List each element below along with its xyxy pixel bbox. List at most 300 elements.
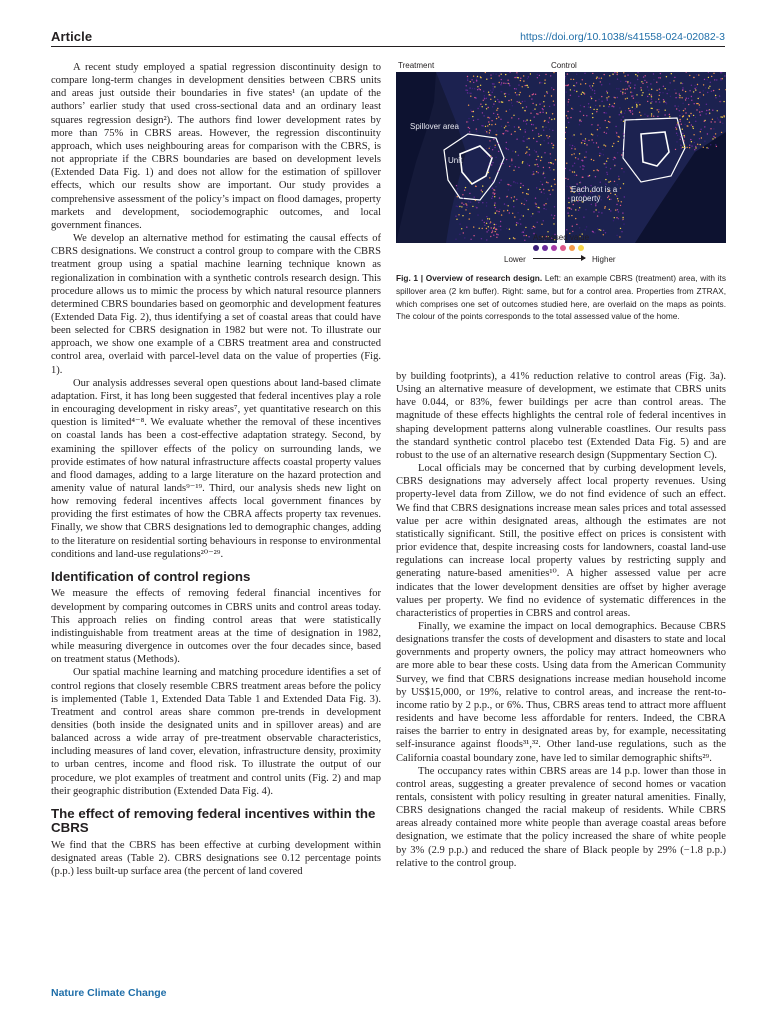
property-dot: [502, 163, 503, 164]
property-dot: [620, 91, 621, 92]
property-dot: [502, 102, 503, 103]
property-dot: [529, 165, 530, 166]
paragraph: Our spatial machine learning and matching procedure identifies a set of control regions that closely resemble CBRS treatment areas before the policy is implemented (Table 1, Extended Data Table 1 and Extended Data Fig. 3). Treatment and control areas share common pre-trends in development densities (both inside the designated units and in spillover areas) and are balanced across a wide array of pre-treatment observable characteristics, including measures of land cover, elevation, infrastructure density, proximity to urban centres, income and flood risk. To illustrate the output of our procedure, we plot examples of treatment and control units (Fig. 2) and map their geographic distribution (Extended Data Fig. 4).: [51, 667, 381, 797]
property-dot: [683, 110, 684, 111]
property-dot: [597, 215, 598, 216]
property-dot: [551, 214, 552, 215]
property-dot: [621, 231, 622, 232]
property-dot: [506, 196, 507, 197]
property-dot: [523, 75, 524, 76]
property-dot: [467, 90, 468, 91]
property-dot: [534, 150, 535, 151]
property-dot: [487, 156, 488, 157]
property-dot: [482, 185, 483, 186]
property-dot: [537, 77, 538, 78]
property-dot: [646, 82, 647, 83]
property-dot: [471, 79, 472, 80]
legend-lower: Lower: [504, 255, 526, 264]
property-dot: [491, 227, 492, 228]
property-dot: [513, 206, 514, 207]
property-dot: [618, 218, 619, 219]
property-dot: [456, 206, 457, 207]
property-dot: [708, 77, 709, 78]
property-dot: [689, 145, 690, 146]
property-dot: [547, 93, 548, 94]
property-dot: [537, 74, 538, 75]
property-dot: [640, 87, 641, 88]
property-dot: [597, 169, 598, 170]
property-dot: [687, 125, 688, 126]
property-dot: [694, 149, 695, 150]
property-dot: [513, 181, 514, 182]
property-dot: [605, 120, 606, 121]
property-dot: [614, 103, 615, 104]
property-dot: [580, 105, 581, 106]
property-dot: [694, 85, 695, 86]
property-dot: [681, 147, 682, 148]
property-dot: [492, 149, 493, 150]
property-dot: [628, 85, 629, 86]
property-dot: [700, 114, 701, 115]
property-dot: [503, 83, 504, 84]
property-dot: [717, 117, 718, 118]
property-dot: [486, 108, 487, 109]
property-dot: [508, 94, 509, 95]
property-dot: [490, 236, 491, 237]
property-dot: [647, 101, 648, 102]
unit-annotation: Unit: [448, 156, 463, 165]
property-dot: [527, 87, 528, 88]
property-dot: [622, 93, 623, 94]
property-dot: [716, 146, 717, 147]
property-dot: [607, 158, 608, 159]
property-dot: [566, 91, 567, 92]
property-dot: [551, 119, 552, 120]
property-dot: [663, 86, 664, 87]
property-dot: [632, 107, 633, 108]
property-dot: [582, 140, 583, 141]
property-dot: [688, 98, 689, 99]
property-dot: [598, 170, 599, 171]
property-dot: [624, 75, 625, 76]
property-dot: [660, 73, 661, 74]
property-dot: [489, 223, 490, 224]
property-dot: [538, 133, 539, 134]
property-dot: [722, 78, 723, 79]
property-dot: [641, 95, 642, 96]
property-dot: [522, 140, 523, 141]
property-dot: [487, 117, 488, 118]
property-dot: [489, 132, 490, 133]
property-dot: [459, 223, 460, 224]
property-dot: [539, 211, 540, 212]
property-dot: [522, 192, 523, 193]
property-dot: [483, 100, 484, 101]
property-dot: [565, 178, 566, 179]
property-dot: [540, 144, 541, 145]
property-dot: [706, 110, 707, 111]
property-dot: [484, 222, 485, 223]
property-dot: [693, 91, 694, 92]
property-dot: [515, 92, 516, 93]
property-dot: [486, 148, 487, 149]
property-dot: [693, 128, 694, 129]
property-dot: [493, 73, 494, 74]
property-dot: [590, 107, 591, 108]
property-dot: [493, 89, 494, 90]
doi-link[interactable]: https://doi.org/10.1038/s41558-024-02082-3: [520, 31, 725, 43]
property-dot: [622, 220, 623, 221]
property-dot: [596, 78, 597, 79]
property-dot: [582, 169, 583, 170]
property-dot: [469, 93, 470, 94]
property-dot: [567, 179, 568, 180]
property-dot: [494, 224, 495, 225]
property-dot: [682, 83, 683, 84]
property-dot: [592, 113, 593, 114]
property-dot: [520, 92, 521, 93]
property-dot: [461, 206, 462, 207]
property-dot: [697, 144, 698, 145]
property-dot: [623, 137, 624, 138]
property-dot: [604, 74, 605, 75]
property-dot: [680, 82, 681, 83]
property-dot: [490, 99, 491, 100]
property-dot: [584, 93, 585, 94]
property-dot: [480, 77, 481, 78]
property-dot: [711, 91, 712, 92]
property-dot: [695, 147, 696, 148]
property-dot: [477, 119, 478, 120]
property-dot: [502, 133, 503, 134]
property-dot: [525, 131, 526, 132]
property-dot: [684, 136, 685, 137]
journal-footer[interactable]: Nature Climate Change: [51, 987, 167, 999]
property-dot: [497, 234, 498, 235]
property-dot: [529, 149, 530, 150]
property-dot: [609, 83, 610, 84]
property-dot: [495, 212, 496, 213]
property-dot: [494, 205, 495, 206]
property-dot: [706, 104, 707, 105]
property-dot: [720, 78, 721, 79]
property-dot: [566, 229, 567, 230]
property-dot: [544, 83, 545, 84]
property-dot: [616, 135, 617, 136]
property-dot: [486, 132, 487, 133]
property-dot: [592, 134, 593, 135]
property-dot: [475, 200, 476, 201]
property-dot: [505, 130, 506, 131]
property-dot: [627, 82, 628, 83]
property-dot: [532, 213, 533, 214]
property-dot: [723, 115, 724, 116]
property-dot: [635, 102, 636, 103]
property-dot: [693, 134, 694, 135]
property-dot: [708, 109, 709, 110]
property-dot: [491, 164, 492, 165]
property-dot: [680, 139, 681, 140]
paragraph: Local officials may be concerned that by curbing development levels, CBRS designations may adversely affect local property revenues. Using property-level data from Zillow, we do not find evidence of such an effect. We find that CBRS designations increase mean sales prices and total assessed value per acre within designated areas, although the estimates are not statistically significant. Still, the positive effect on prices is consistent with prior evidence that, despite increasing costs for landowners, coastal land-use regulations can increase local property values by restricting supply and generating nature-based amenities¹⁰. A higher assessed value per acre indicates that the lower development densities are offset by higher average values per property. We find no evidence of systematic differences in the characteristics of properties in CBRS and control areas.: [396, 463, 726, 619]
property-dot: [477, 214, 478, 215]
property-dot: [549, 106, 550, 107]
property-dot: [640, 115, 641, 116]
property-dot: [508, 149, 509, 150]
property-dot: [492, 230, 493, 231]
property-dot: [567, 73, 568, 74]
property-dot: [527, 138, 528, 139]
property-dot: [699, 107, 700, 108]
property-dot: [676, 108, 677, 109]
property-dot: [509, 238, 510, 239]
property-dot: [470, 81, 471, 82]
property-dot: [623, 121, 624, 122]
property-dot: [467, 92, 468, 93]
property-dot: [523, 80, 524, 81]
treatment-label: Treatment: [398, 61, 435, 70]
property-dot: [712, 119, 713, 120]
property-dot: [586, 157, 587, 158]
property-dot: [473, 82, 474, 83]
property-dot: [620, 81, 621, 82]
property-dot: [469, 218, 470, 219]
property-dot: [703, 147, 704, 148]
property-dot: [527, 163, 528, 164]
property-dot: [581, 121, 582, 122]
property-dot: [595, 176, 596, 177]
property-dot: [694, 88, 695, 89]
property-dot: [482, 112, 483, 113]
property-dot: [595, 100, 596, 101]
right-column: [396, 370, 726, 870]
property-dot: [714, 79, 715, 80]
property-dot: [536, 171, 537, 172]
property-dot: [620, 228, 621, 229]
property-dot: [539, 189, 540, 190]
property-dot: [481, 238, 482, 239]
property-dot: [490, 146, 491, 147]
property-dot: [489, 124, 490, 125]
property-dot: [616, 132, 617, 133]
property-dot: [511, 160, 512, 161]
property-dot: [525, 121, 526, 122]
property-dot: [701, 111, 702, 112]
property-dot: [545, 203, 546, 204]
property-dot: [486, 239, 487, 240]
property-dot: [696, 109, 697, 110]
property-dot: [712, 138, 713, 139]
property-dot: [685, 108, 686, 109]
property-dot: [662, 92, 663, 93]
property-dot: [707, 133, 708, 134]
property-dot: [545, 74, 546, 75]
property-dot: [682, 147, 683, 148]
property-dot: [600, 81, 601, 82]
property-dot: [491, 198, 492, 199]
property-dot: [680, 136, 681, 137]
property-dot: [574, 175, 575, 176]
property-dot: [533, 93, 534, 94]
property-dot: [670, 82, 671, 83]
property-dot: [613, 220, 614, 221]
property-dot: [713, 128, 714, 129]
property-dot: [526, 119, 527, 120]
property-dot: [544, 152, 545, 153]
property-dot: [718, 119, 719, 120]
property-dot: [683, 115, 684, 116]
property-dot: [459, 234, 460, 235]
property-dot: [530, 120, 531, 121]
property-dot: [636, 105, 637, 106]
legend-swatch: [551, 245, 557, 251]
property-dot: [513, 115, 514, 116]
property-dot: [518, 167, 519, 168]
property-dot: [526, 106, 527, 107]
property-dot: [498, 101, 499, 102]
property-dot: [549, 136, 550, 137]
property-dot: [507, 122, 508, 123]
property-dot: [520, 80, 521, 81]
property-dot: [567, 212, 568, 213]
property-dot: [481, 125, 482, 126]
property-dot: [576, 91, 577, 92]
property-dot: [505, 83, 506, 84]
property-dot: [522, 101, 523, 102]
property-dot: [608, 121, 609, 122]
property-dot: [679, 93, 680, 94]
property-dot: [533, 138, 534, 139]
property-dot: [535, 198, 536, 199]
property-dot: [605, 112, 606, 113]
property-dot: [639, 104, 640, 105]
property-dot: [495, 116, 496, 117]
property-dot: [554, 206, 555, 207]
property-dot: [665, 102, 666, 103]
property-dot: [689, 75, 690, 76]
property-dot: [583, 217, 584, 218]
property-dot: [511, 99, 512, 100]
property-dot: [711, 76, 712, 77]
property-dot: [696, 87, 697, 88]
property-dot: [572, 231, 573, 232]
property-dot: [490, 221, 491, 222]
property-dot: [517, 74, 518, 75]
property-dot: [468, 105, 469, 106]
property-dot: [592, 89, 593, 90]
property-dot: [544, 205, 545, 206]
property-dot: [499, 209, 500, 210]
property-dot: [548, 162, 549, 163]
property-dot: [516, 199, 517, 200]
property-dot: [638, 76, 639, 77]
property-dot: [483, 91, 484, 92]
property-dot: [526, 200, 527, 201]
property-dot: [530, 73, 531, 74]
property-dot: [621, 168, 622, 169]
property-dot: [477, 86, 478, 87]
property-dot: [720, 72, 721, 73]
property-dot: [495, 229, 496, 230]
property-dot: [500, 226, 501, 227]
property-dot: [598, 99, 599, 100]
property-dot: [547, 198, 548, 199]
property-dot: [625, 93, 626, 94]
property-dot: [634, 108, 635, 109]
property-dot: [568, 202, 569, 203]
property-dot: [694, 142, 695, 143]
property-dot: [650, 83, 651, 84]
property-dot: [491, 124, 492, 125]
property-dot: [566, 127, 567, 128]
property-dot: [473, 120, 474, 121]
property-dot: [708, 148, 709, 149]
property-dot: [533, 171, 534, 172]
property-dot: [580, 111, 581, 112]
property-dot: [500, 229, 501, 230]
property-dot: [568, 215, 569, 216]
property-dot: [655, 101, 656, 102]
property-dot: [689, 90, 690, 91]
property-dot: [540, 181, 541, 182]
property-dot: [543, 130, 544, 131]
property-dot: [513, 200, 514, 201]
property-dot: [542, 112, 543, 113]
property-dot: [666, 103, 667, 104]
property-dot: [689, 122, 690, 123]
property-dot: [498, 226, 499, 227]
property-dot: [487, 125, 488, 126]
property-dot: [551, 87, 552, 88]
property-dot: [599, 127, 600, 128]
property-dot: [461, 202, 462, 203]
property-dot: [554, 184, 555, 185]
property-dot: [472, 116, 473, 117]
property-dot: [592, 85, 593, 86]
property-dot: [719, 95, 720, 96]
property-dot: [573, 85, 574, 86]
property-dot: [491, 156, 492, 157]
dot-annotation: Each dot is a property: [571, 185, 618, 203]
property-dot: [625, 110, 626, 111]
property-dot: [578, 210, 579, 211]
property-dot: [520, 187, 521, 188]
property-dot: [607, 99, 608, 100]
property-dot: [509, 85, 510, 86]
property-dot: [553, 101, 554, 102]
property-dot: [591, 139, 592, 140]
property-dot: [533, 226, 534, 227]
property-dot: [470, 110, 471, 111]
property-dot: [659, 101, 660, 102]
property-dot: [501, 79, 502, 80]
property-dot: [551, 186, 552, 187]
property-dot: [485, 126, 486, 127]
property-dot: [694, 103, 695, 104]
property-dot: [635, 74, 636, 75]
property-dot: [606, 97, 607, 98]
property-dot: [537, 156, 538, 157]
legend-title: Assessed value: [533, 233, 590, 242]
legend-higher: Higher: [592, 255, 616, 264]
property-dot: [528, 236, 529, 237]
property-dot: [518, 126, 519, 127]
property-dot: [688, 115, 689, 116]
property-dot: [580, 182, 581, 183]
property-dot: [651, 99, 652, 100]
property-dot: [548, 190, 549, 191]
property-dot: [550, 194, 551, 195]
property-dot: [508, 125, 509, 126]
